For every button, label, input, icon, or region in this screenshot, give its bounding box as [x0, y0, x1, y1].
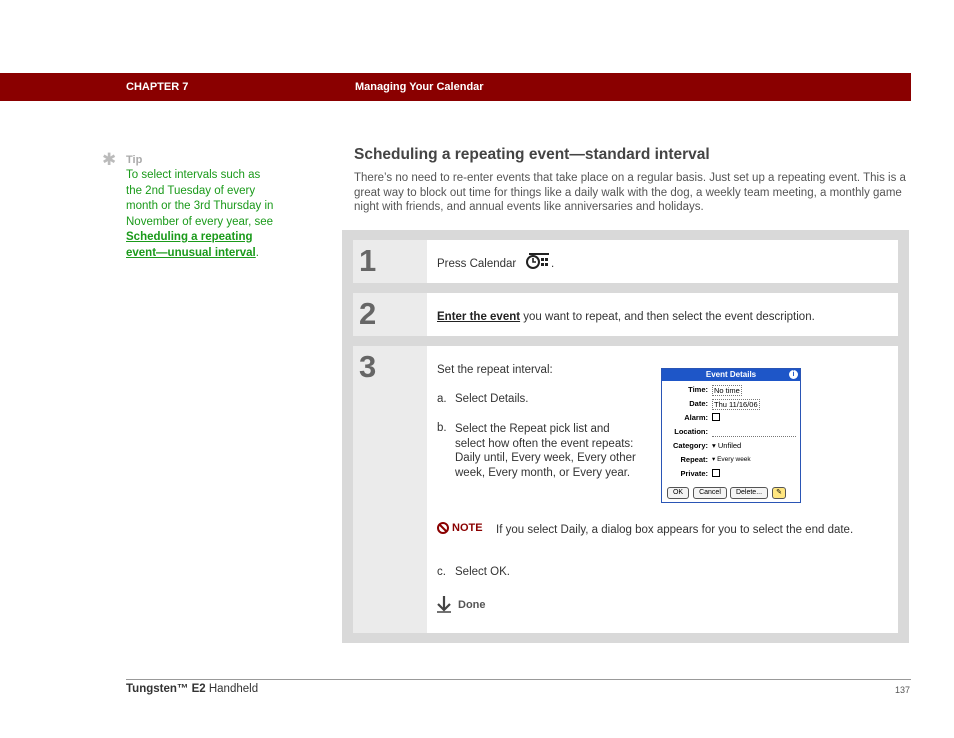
ok-button[interactable]: OK — [667, 487, 689, 499]
section-title: Scheduling a repeating event—standard interval — [354, 146, 710, 163]
down-arrow-icon — [437, 595, 451, 616]
time-value[interactable]: No time — [714, 386, 740, 395]
repeat-row[interactable]: Repeat: ▾ Every week — [680, 455, 751, 464]
tip-label: Tip — [126, 154, 143, 166]
done-label: Done — [458, 599, 486, 611]
location-row[interactable]: Location: — [662, 427, 800, 439]
category-row[interactable]: Category: ▾ Unfiled — [672, 441, 742, 450]
alarm-row[interactable]: Alarm: — [662, 413, 800, 425]
info-icon[interactable]: i — [789, 370, 798, 379]
step-3-intro: Set the repeat interval: — [437, 364, 553, 376]
step-1-number: 1 — [353, 240, 427, 283]
asterisk-icon: ✱ — [102, 150, 117, 169]
substep-a-marker: a. — [437, 393, 447, 405]
category-picker[interactable]: ▾ Unfiled — [712, 441, 742, 450]
private-row[interactable]: Private: — [662, 469, 800, 481]
repeat-picker[interactable]: ▾ Every week — [712, 456, 751, 463]
time-row[interactable]: Time: No time — [688, 385, 740, 395]
tip-link[interactable]: Scheduling a repeating event—unusual interval — [126, 231, 256, 259]
chapter-label: CHAPTER 7 — [126, 81, 189, 93]
tip-body: To select intervals such as the 2nd Tuesday of every month or the 3rd Thursday in November of every year, see — [126, 169, 274, 228]
tip-text — [126, 168, 276, 261]
step-1-body — [427, 240, 898, 283]
alarm-checkbox[interactable] — [712, 413, 720, 421]
step-3-body — [427, 346, 898, 633]
page-number: 137 — [895, 685, 911, 695]
step-3-number: 3 — [353, 346, 427, 633]
step-1-text: Press Calendar — [437, 258, 517, 270]
chapter-header-bar — [0, 73, 911, 101]
tip-end: . — [255, 246, 259, 259]
enter-event-link[interactable]: Enter the event — [437, 311, 521, 323]
note-label: NOTE — [452, 522, 483, 534]
location-field[interactable] — [712, 436, 796, 437]
step-2-number: 2 — [353, 293, 427, 336]
delete-button[interactable]: Delete... — [730, 487, 768, 499]
substep-b-marker: b. — [437, 422, 447, 434]
note-text: If you select Daily, a dialog box appears for you to select the end date. — [496, 524, 854, 536]
calendar-button-icon — [526, 252, 550, 273]
product-name: Tungsten™ E2 — [126, 683, 206, 695]
note-icon[interactable]: ✎ — [772, 487, 786, 499]
substep-c-marker: c. — [437, 566, 446, 578]
intro-paragraph: There’s no need to re-enter events that take place on a regular basis. Just set up a repeating event. This is a great way to block out time for things like a daily walk with the dog, a weekly team meeting, a monthly game night with friends, and annual events like anniversaries and holidays. — [354, 172, 906, 213]
step-2-rest: you want to repeat, and then select the event description. — [520, 311, 815, 323]
substep-b: Select the Repeat pick list and select how often the event repeats: Daily until, Every week, Every other week, Every month, or Every year. — [455, 423, 636, 479]
date-row[interactable]: Date: Thu 11/16/06 — [689, 399, 758, 409]
product-suffix: Handheld — [205, 683, 259, 695]
footer-product — [126, 683, 258, 695]
cancel-button[interactable]: Cancel — [693, 487, 727, 499]
date-value[interactable]: Thu 11/16/06 — [714, 400, 758, 409]
footer-rule — [126, 679, 911, 680]
chapter-title: Managing Your Calendar — [355, 81, 484, 93]
dialog-title: Event Details i — [662, 369, 800, 381]
step-2-body — [427, 293, 898, 336]
substep-c: Select OK. — [455, 566, 510, 578]
private-checkbox[interactable] — [712, 469, 720, 477]
step-2-text — [437, 311, 815, 323]
event-details-dialog — [661, 368, 801, 503]
step-1-period: . — [551, 258, 555, 270]
substep-a: Select Details. — [455, 393, 529, 405]
